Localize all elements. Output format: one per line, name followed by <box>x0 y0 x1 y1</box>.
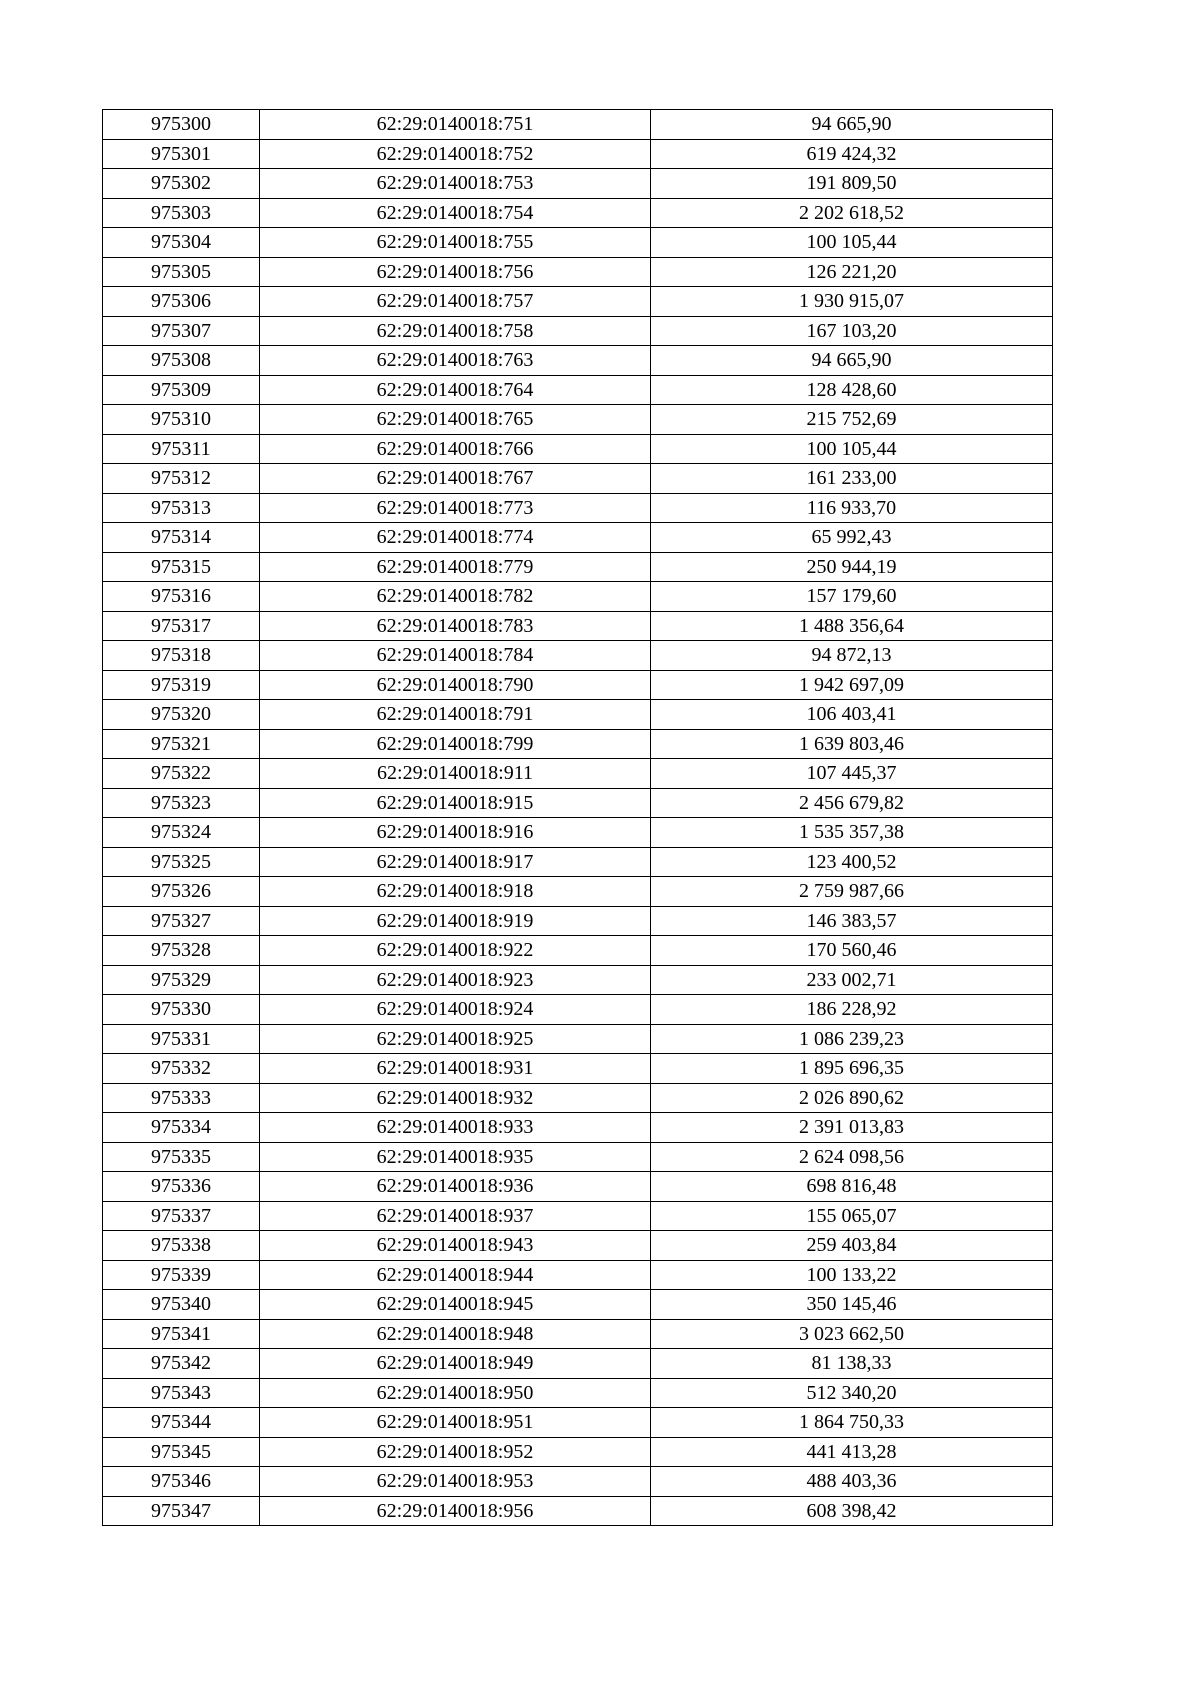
row-number-cell: 975313 <box>103 493 260 523</box>
cadastral-number-cell: 62:29:0140018:937 <box>260 1201 651 1231</box>
cadastral-value-cell: 2 391 013,83 <box>651 1113 1053 1143</box>
cadastral-number-cell: 62:29:0140018:756 <box>260 257 651 287</box>
row-number-cell: 975339 <box>103 1260 260 1290</box>
row-number-cell: 975343 <box>103 1378 260 1408</box>
cadastral-value-cell: 441 413,28 <box>651 1437 1053 1467</box>
cadastral-number-cell: 62:29:0140018:917 <box>260 847 651 877</box>
table-row <box>103 847 1053 877</box>
cadastral-number-cell: 62:29:0140018:918 <box>260 877 651 907</box>
cadastral-value-cell: 2 624 098,56 <box>651 1142 1053 1172</box>
row-number-cell: 975307 <box>103 316 260 346</box>
table-body <box>103 110 1053 1526</box>
cadastral-number-cell: 62:29:0140018:953 <box>260 1467 651 1497</box>
row-number-cell: 975314 <box>103 523 260 553</box>
row-number-cell: 975325 <box>103 847 260 877</box>
cadastral-number-cell: 62:29:0140018:919 <box>260 906 651 936</box>
table-row <box>103 1378 1053 1408</box>
cadastral-value-cell: 94 872,13 <box>651 641 1053 671</box>
cadastral-value-cell: 1 488 356,64 <box>651 611 1053 641</box>
cadastral-number-cell: 62:29:0140018:925 <box>260 1024 651 1054</box>
cadastral-value-cell: 161 233,00 <box>651 464 1053 494</box>
cadastral-number-cell: 62:29:0140018:755 <box>260 228 651 258</box>
row-number-cell: 975337 <box>103 1201 260 1231</box>
cadastral-value-cell: 157 179,60 <box>651 582 1053 612</box>
row-number-cell: 975341 <box>103 1319 260 1349</box>
cadastral-value-cell: 1 535 357,38 <box>651 818 1053 848</box>
table-row <box>103 405 1053 435</box>
table-row <box>103 877 1053 907</box>
cadastral-value-cell: 126 221,20 <box>651 257 1053 287</box>
cadastral-value-cell: 512 340,20 <box>651 1378 1053 1408</box>
row-number-cell: 975306 <box>103 287 260 317</box>
cadastral-number-cell: 62:29:0140018:767 <box>260 464 651 494</box>
table-row <box>103 641 1053 671</box>
cadastral-value-cell: 191 809,50 <box>651 169 1053 199</box>
cadastral-number-cell: 62:29:0140018:916 <box>260 818 651 848</box>
table-row <box>103 287 1053 317</box>
cadastral-number-cell: 62:29:0140018:924 <box>260 995 651 1025</box>
row-number-cell: 975300 <box>103 110 260 140</box>
cadastral-number-cell: 62:29:0140018:791 <box>260 700 651 730</box>
table-row <box>103 493 1053 523</box>
table-row <box>103 818 1053 848</box>
cadastral-number-cell: 62:29:0140018:945 <box>260 1290 651 1320</box>
table-row <box>103 1437 1053 1467</box>
cadastral-number-cell: 62:29:0140018:774 <box>260 523 651 553</box>
row-number-cell: 975344 <box>103 1408 260 1438</box>
cadastral-value-cell: 81 138,33 <box>651 1349 1053 1379</box>
table-row <box>103 346 1053 376</box>
cadastral-number-cell: 62:29:0140018:751 <box>260 110 651 140</box>
cadastral-value-cell: 2 026 890,62 <box>651 1083 1053 1113</box>
cadastral-number-cell: 62:29:0140018:923 <box>260 965 651 995</box>
cadastral-value-cell: 2 759 987,66 <box>651 877 1053 907</box>
row-number-cell: 975333 <box>103 1083 260 1113</box>
cadastral-value-cell: 1 086 239,23 <box>651 1024 1053 1054</box>
table-row <box>103 670 1053 700</box>
row-number-cell: 975317 <box>103 611 260 641</box>
cadastral-number-cell: 62:29:0140018:757 <box>260 287 651 317</box>
cadastral-value-cell: 94 665,90 <box>651 346 1053 376</box>
cadastral-value-cell: 215 752,69 <box>651 405 1053 435</box>
cadastral-number-cell: 62:29:0140018:753 <box>260 169 651 199</box>
table-row <box>103 1260 1053 1290</box>
cadastral-value-cell: 94 665,90 <box>651 110 1053 140</box>
row-number-cell: 975301 <box>103 139 260 169</box>
cadastral-number-cell: 62:29:0140018:922 <box>260 936 651 966</box>
table-row <box>103 995 1053 1025</box>
cadastral-number-cell: 62:29:0140018:951 <box>260 1408 651 1438</box>
cadastral-number-cell: 62:29:0140018:782 <box>260 582 651 612</box>
cadastral-value-cell: 488 403,36 <box>651 1467 1053 1497</box>
cadastral-value-cell: 1 895 696,35 <box>651 1054 1053 1084</box>
cadastral-value-cell: 1 639 803,46 <box>651 729 1053 759</box>
cadastral-number-cell: 62:29:0140018:799 <box>260 729 651 759</box>
table-row <box>103 1231 1053 1261</box>
cadastral-number-cell: 62:29:0140018:764 <box>260 375 651 405</box>
cadastral-value-cell: 350 145,46 <box>651 1290 1053 1320</box>
table-row <box>103 1319 1053 1349</box>
row-number-cell: 975328 <box>103 936 260 966</box>
table-row <box>103 523 1053 553</box>
table-row <box>103 139 1053 169</box>
cadastral-value-cell: 170 560,46 <box>651 936 1053 966</box>
cadastral-number-cell: 62:29:0140018:948 <box>260 1319 651 1349</box>
row-number-cell: 975334 <box>103 1113 260 1143</box>
cadastral-number-cell: 62:29:0140018:752 <box>260 139 651 169</box>
row-number-cell: 975327 <box>103 906 260 936</box>
cadastral-value-cell: 65 992,43 <box>651 523 1053 553</box>
table-row <box>103 257 1053 287</box>
table-row <box>103 788 1053 818</box>
row-number-cell: 975322 <box>103 759 260 789</box>
cadastral-value-cell: 250 944,19 <box>651 552 1053 582</box>
table-row <box>103 729 1053 759</box>
row-number-cell: 975330 <box>103 995 260 1025</box>
cadastral-number-cell: 62:29:0140018:783 <box>260 611 651 641</box>
table-row <box>103 700 1053 730</box>
table-row <box>103 1496 1053 1526</box>
cadastral-number-cell: 62:29:0140018:952 <box>260 1437 651 1467</box>
row-number-cell: 975315 <box>103 552 260 582</box>
table-row <box>103 1024 1053 1054</box>
table-row <box>103 552 1053 582</box>
row-number-cell: 975305 <box>103 257 260 287</box>
row-number-cell: 975302 <box>103 169 260 199</box>
row-number-cell: 975342 <box>103 1349 260 1379</box>
row-number-cell: 975303 <box>103 198 260 228</box>
row-number-cell: 975345 <box>103 1437 260 1467</box>
table-row <box>103 1349 1053 1379</box>
cadastral-number-cell: 62:29:0140018:754 <box>260 198 651 228</box>
table-row <box>103 169 1053 199</box>
cadastral-value-cell: 100 105,44 <box>651 228 1053 258</box>
table-row <box>103 1054 1053 1084</box>
cadastral-value-cell: 608 398,42 <box>651 1496 1053 1526</box>
cadastral-number-cell: 62:29:0140018:779 <box>260 552 651 582</box>
table-row <box>103 906 1053 936</box>
table-row <box>103 375 1053 405</box>
row-number-cell: 975312 <box>103 464 260 494</box>
cadastral-number-cell: 62:29:0140018:956 <box>260 1496 651 1526</box>
cadastral-value-cell: 2 456 679,82 <box>651 788 1053 818</box>
row-number-cell: 975304 <box>103 228 260 258</box>
cadastral-value-cell: 1 864 750,33 <box>651 1408 1053 1438</box>
cadastral-value-cell: 2 202 618,52 <box>651 198 1053 228</box>
row-number-cell: 975346 <box>103 1467 260 1497</box>
table-row <box>103 611 1053 641</box>
row-number-cell: 975320 <box>103 700 260 730</box>
cadastral-number-cell: 62:29:0140018:758 <box>260 316 651 346</box>
row-number-cell: 975308 <box>103 346 260 376</box>
table-row <box>103 1290 1053 1320</box>
cadastral-value-cell: 100 133,22 <box>651 1260 1053 1290</box>
table-row <box>103 1172 1053 1202</box>
row-number-cell: 975309 <box>103 375 260 405</box>
cadastral-value-cell: 106 403,41 <box>651 700 1053 730</box>
cadastral-number-cell: 62:29:0140018:915 <box>260 788 651 818</box>
table-row <box>103 228 1053 258</box>
cadastral-number-cell: 62:29:0140018:763 <box>260 346 651 376</box>
cadastral-value-cell: 155 065,07 <box>651 1201 1053 1231</box>
cadastral-number-cell: 62:29:0140018:933 <box>260 1113 651 1143</box>
cadastral-value-cell: 146 383,57 <box>651 906 1053 936</box>
table-row <box>103 198 1053 228</box>
row-number-cell: 975332 <box>103 1054 260 1084</box>
table-row <box>103 316 1053 346</box>
table-row <box>103 1142 1053 1172</box>
table-row <box>103 965 1053 995</box>
cadastral-value-cell: 123 400,52 <box>651 847 1053 877</box>
cadastral-number-cell: 62:29:0140018:936 <box>260 1172 651 1202</box>
row-number-cell: 975311 <box>103 434 260 464</box>
cadastral-number-cell: 62:29:0140018:949 <box>260 1349 651 1379</box>
row-number-cell: 975326 <box>103 877 260 907</box>
cadastral-value-cell: 698 816,48 <box>651 1172 1053 1202</box>
row-number-cell: 975336 <box>103 1172 260 1202</box>
cadastral-number-cell: 62:29:0140018:935 <box>260 1142 651 1172</box>
cadastral-value-cell: 1 930 915,07 <box>651 287 1053 317</box>
cadastral-value-cell: 619 424,32 <box>651 139 1053 169</box>
cadastral-number-cell: 62:29:0140018:765 <box>260 405 651 435</box>
row-number-cell: 975310 <box>103 405 260 435</box>
table-row <box>103 464 1053 494</box>
cadastral-number-cell: 62:29:0140018:911 <box>260 759 651 789</box>
cadastral-number-cell: 62:29:0140018:784 <box>260 641 651 671</box>
table-row <box>103 1467 1053 1497</box>
table-row <box>103 759 1053 789</box>
table-row <box>103 582 1053 612</box>
row-number-cell: 975323 <box>103 788 260 818</box>
cadastral-number-cell: 62:29:0140018:944 <box>260 1260 651 1290</box>
cadastral-value-cell: 259 403,84 <box>651 1231 1053 1261</box>
cadastral-value-cell: 107 445,37 <box>651 759 1053 789</box>
row-number-cell: 975321 <box>103 729 260 759</box>
cadastral-number-cell: 62:29:0140018:932 <box>260 1083 651 1113</box>
table-row <box>103 936 1053 966</box>
row-number-cell: 975329 <box>103 965 260 995</box>
cadastral-value-cell: 233 002,71 <box>651 965 1053 995</box>
table-row <box>103 1083 1053 1113</box>
cadastral-number-cell: 62:29:0140018:931 <box>260 1054 651 1084</box>
row-number-cell: 975324 <box>103 818 260 848</box>
row-number-cell: 975335 <box>103 1142 260 1172</box>
cadastral-value-cell: 116 933,70 <box>651 493 1053 523</box>
cadastral-value-table <box>102 109 1053 1526</box>
table-row <box>103 1113 1053 1143</box>
cadastral-value-cell: 186 228,92 <box>651 995 1053 1025</box>
cadastral-number-cell: 62:29:0140018:950 <box>260 1378 651 1408</box>
row-number-cell: 975340 <box>103 1290 260 1320</box>
row-number-cell: 975318 <box>103 641 260 671</box>
cadastral-value-cell: 3 023 662,50 <box>651 1319 1053 1349</box>
cadastral-number-cell: 62:29:0140018:766 <box>260 434 651 464</box>
table-row <box>103 434 1053 464</box>
row-number-cell: 975319 <box>103 670 260 700</box>
row-number-cell: 975338 <box>103 1231 260 1261</box>
row-number-cell: 975331 <box>103 1024 260 1054</box>
cadastral-value-cell: 167 103,20 <box>651 316 1053 346</box>
cadastral-number-cell: 62:29:0140018:943 <box>260 1231 651 1261</box>
table-row <box>103 110 1053 140</box>
cadastral-value-cell: 100 105,44 <box>651 434 1053 464</box>
row-number-cell: 975347 <box>103 1496 260 1526</box>
cadastral-number-cell: 62:29:0140018:790 <box>260 670 651 700</box>
cadastral-number-cell: 62:29:0140018:773 <box>260 493 651 523</box>
cadastral-value-cell: 128 428,60 <box>651 375 1053 405</box>
cadastral-value-cell: 1 942 697,09 <box>651 670 1053 700</box>
row-number-cell: 975316 <box>103 582 260 612</box>
table-row <box>103 1408 1053 1438</box>
table-row <box>103 1201 1053 1231</box>
